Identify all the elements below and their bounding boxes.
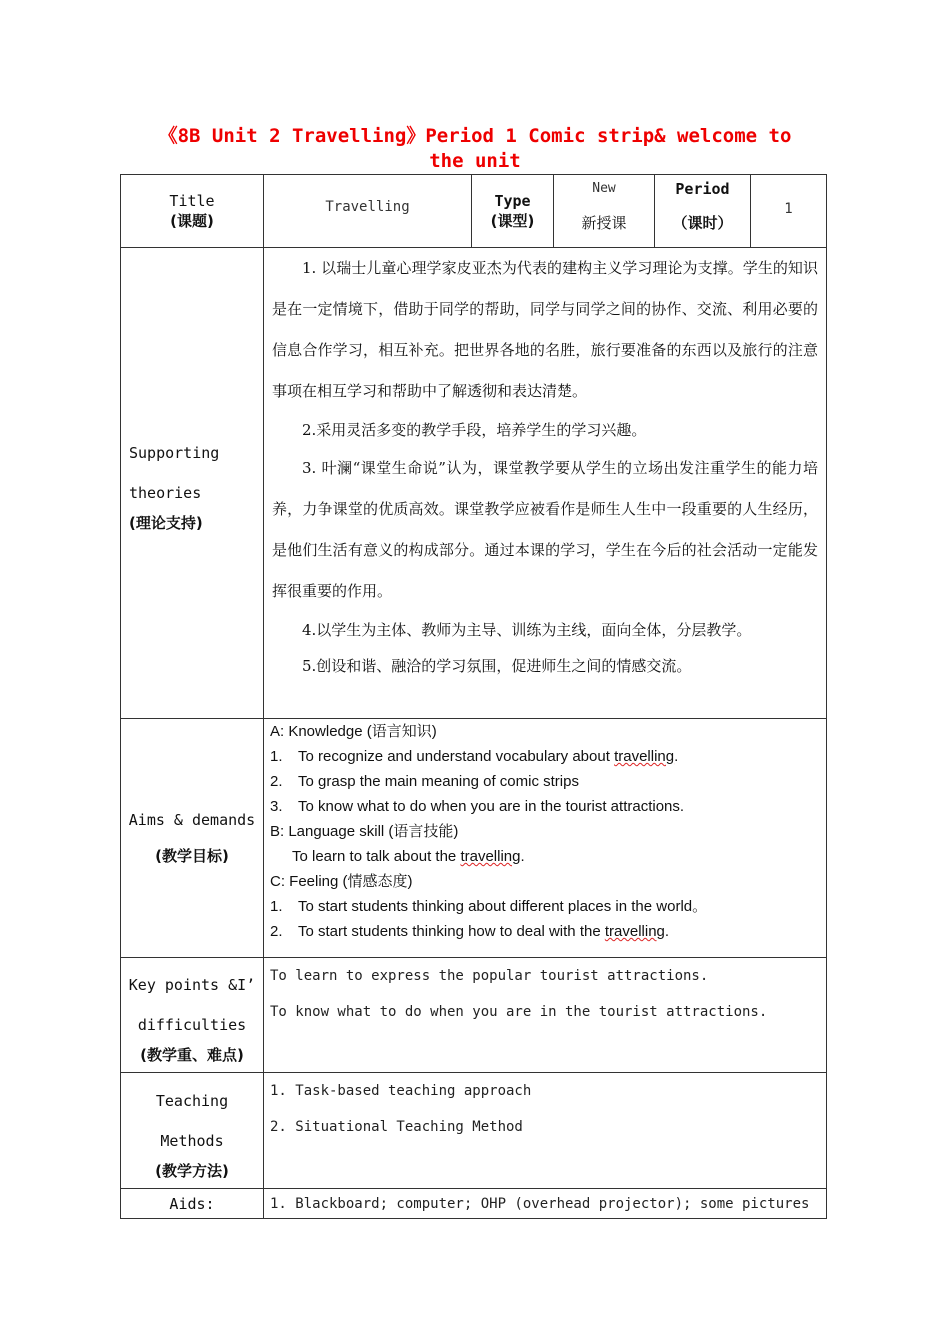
item-text: To start students thinking about different places in the world。 [298, 898, 708, 915]
type-label-cn: (课型) [490, 212, 535, 230]
aims-knowledge-heading: A: Knowledge (语言知识) [270, 723, 437, 740]
theories-label-cn: (理论支持) [129, 514, 203, 532]
aims-knowledge-item-3 [270, 794, 820, 819]
aims-content [264, 719, 827, 958]
keypoints-line-2: To know what to do when you are in the tourist attractions. [270, 1004, 768, 1020]
methods-label-cell [121, 1073, 264, 1189]
theory-paragraph-5: 5.创设和谐、融洽的学习氛围，促进师生之间的情感交流。 [302, 657, 692, 675]
keypoints-line-1: To learn to express the popular tourist attractions. [270, 968, 709, 984]
type-value-cn: 新授课 [581, 214, 627, 232]
header-row [121, 175, 827, 248]
item-end: . [664, 923, 670, 940]
period-label: Period [675, 180, 730, 198]
aims-label-cn: (教学目标) [155, 847, 229, 865]
methods-line-2: 2. Situational Teaching Method [270, 1119, 523, 1135]
spellcheck-word: travelling [460, 848, 521, 865]
period-label-cn: （课时） [672, 214, 733, 232]
type-label-cell [472, 175, 554, 248]
item-text: To recognize and understand vocabulary about [298, 748, 615, 765]
document-title-line-1: 《8B Unit 2 Travelling》Period 1 Comic strip& welcome to [158, 125, 792, 147]
item-text: To grasp the main meaning of comic strips [298, 773, 579, 790]
theories-content [264, 248, 827, 719]
title-value-cell [264, 175, 472, 248]
aims-label: Aims & demands [128, 811, 256, 829]
title-value: Travelling [325, 199, 410, 215]
aids-content [264, 1189, 827, 1219]
methods-label-2: Methods [160, 1131, 224, 1150]
item-end: . [674, 748, 679, 765]
document-title-line-2: the unit [429, 150, 521, 172]
aids-row [121, 1189, 827, 1219]
aims-feeling-item-2 [270, 919, 820, 944]
keypoints-row [121, 958, 827, 1073]
aims-language-item [270, 844, 820, 869]
methods-line-1: 1. Task-based teaching approach [270, 1083, 532, 1099]
aids-label-cell [121, 1189, 264, 1219]
lesson-plan-table [120, 174, 827, 1219]
item-number: 1. [270, 748, 283, 765]
keypoints-label-2: difficulties [137, 1016, 247, 1034]
period-label-cell [655, 175, 751, 248]
aims-knowledge-item-2 [270, 769, 820, 794]
methods-row [121, 1073, 827, 1189]
keypoints-label-1: Key points &I’ [128, 976, 256, 994]
keypoints-label-cn: (教学重、难点) [140, 1046, 244, 1064]
document-title [120, 124, 830, 174]
item-number: 2. [270, 773, 283, 790]
item-number: 2. [270, 923, 283, 940]
aids-label: Aids: [169, 1194, 215, 1213]
theory-paragraph-1: 1. 以瑞士儿童心理学家皮亚杰为代表的建构主义学习理论为支撑。学生的知识是在一定情境下，借助于同学的帮助，同学与同学之间的协作、交流、利用必要的信息合作学习，相互补充。把世界各地的名胜，旅行要准备的东西以及旅行的注意事项在相互学习和帮助中了解透彻和表达清楚。 [272, 259, 818, 400]
theory-paragraph-4: 4.以学生为主体、教师为主导、训练为主线，面向全体，分层教学。 [302, 621, 752, 639]
aids-line-1: 1. Blackboard; computer; OHP (overhead projector); some pictures [270, 1195, 810, 1212]
type-value-cell [554, 175, 655, 248]
aims-knowledge-item-1 [270, 744, 820, 769]
keypoints-content [264, 958, 827, 1073]
theory-paragraph-2: 2.采用灵活多变的教学手段，培养学生的学习兴趣。 [302, 421, 647, 439]
spellcheck-word: travelling [604, 923, 665, 940]
period-value-cell [751, 175, 827, 248]
keypoints-label-cell [121, 958, 264, 1073]
title-label-cn: (课题) [170, 212, 214, 230]
methods-label-1: Teaching [155, 1091, 229, 1110]
item-text: To start students thinking how to deal with the [298, 923, 605, 940]
type-value-en: New [592, 181, 616, 196]
item-text: To know what to do when you are in the tourist attractions. [298, 798, 685, 815]
spellcheck-word: travelling [614, 748, 675, 765]
aims-row [121, 719, 827, 958]
period-value: 1 [784, 201, 793, 217]
aims-language-heading: B: Language skill (语言技能) [270, 823, 459, 840]
title-label-cell [121, 175, 264, 248]
item-number: 1. [270, 898, 283, 915]
aims-feeling-item-1 [270, 894, 820, 919]
aims-label-cell [121, 719, 264, 958]
item-number: 3. [270, 798, 283, 815]
theories-label-cell [121, 248, 264, 719]
theory-paragraph-3: 3. 叶澜“课堂生命说”认为，课堂教学要从学生的立场出发注重学生的能力培养，力争课堂的优质高效。课堂教学应被看作是师生人生中一段重要的人生经历，是他们生活有意义的构成部分。通过本课的学习，学生在今后的社会活动一定能发挥很重要的作用。 [272, 459, 818, 600]
theories-label-1: Supporting [129, 444, 220, 462]
theories-label-2: theories [129, 484, 202, 502]
item-text: To learn to talk about the [292, 848, 461, 865]
theories-row [121, 248, 827, 719]
title-label: Title [169, 192, 215, 210]
methods-content [264, 1073, 827, 1189]
methods-label-cn: (教学方法) [155, 1161, 229, 1180]
item-end: . [520, 848, 525, 865]
type-label: Type [494, 192, 531, 210]
aims-feeling-heading: C: Feeling (情感态度) [270, 873, 413, 890]
